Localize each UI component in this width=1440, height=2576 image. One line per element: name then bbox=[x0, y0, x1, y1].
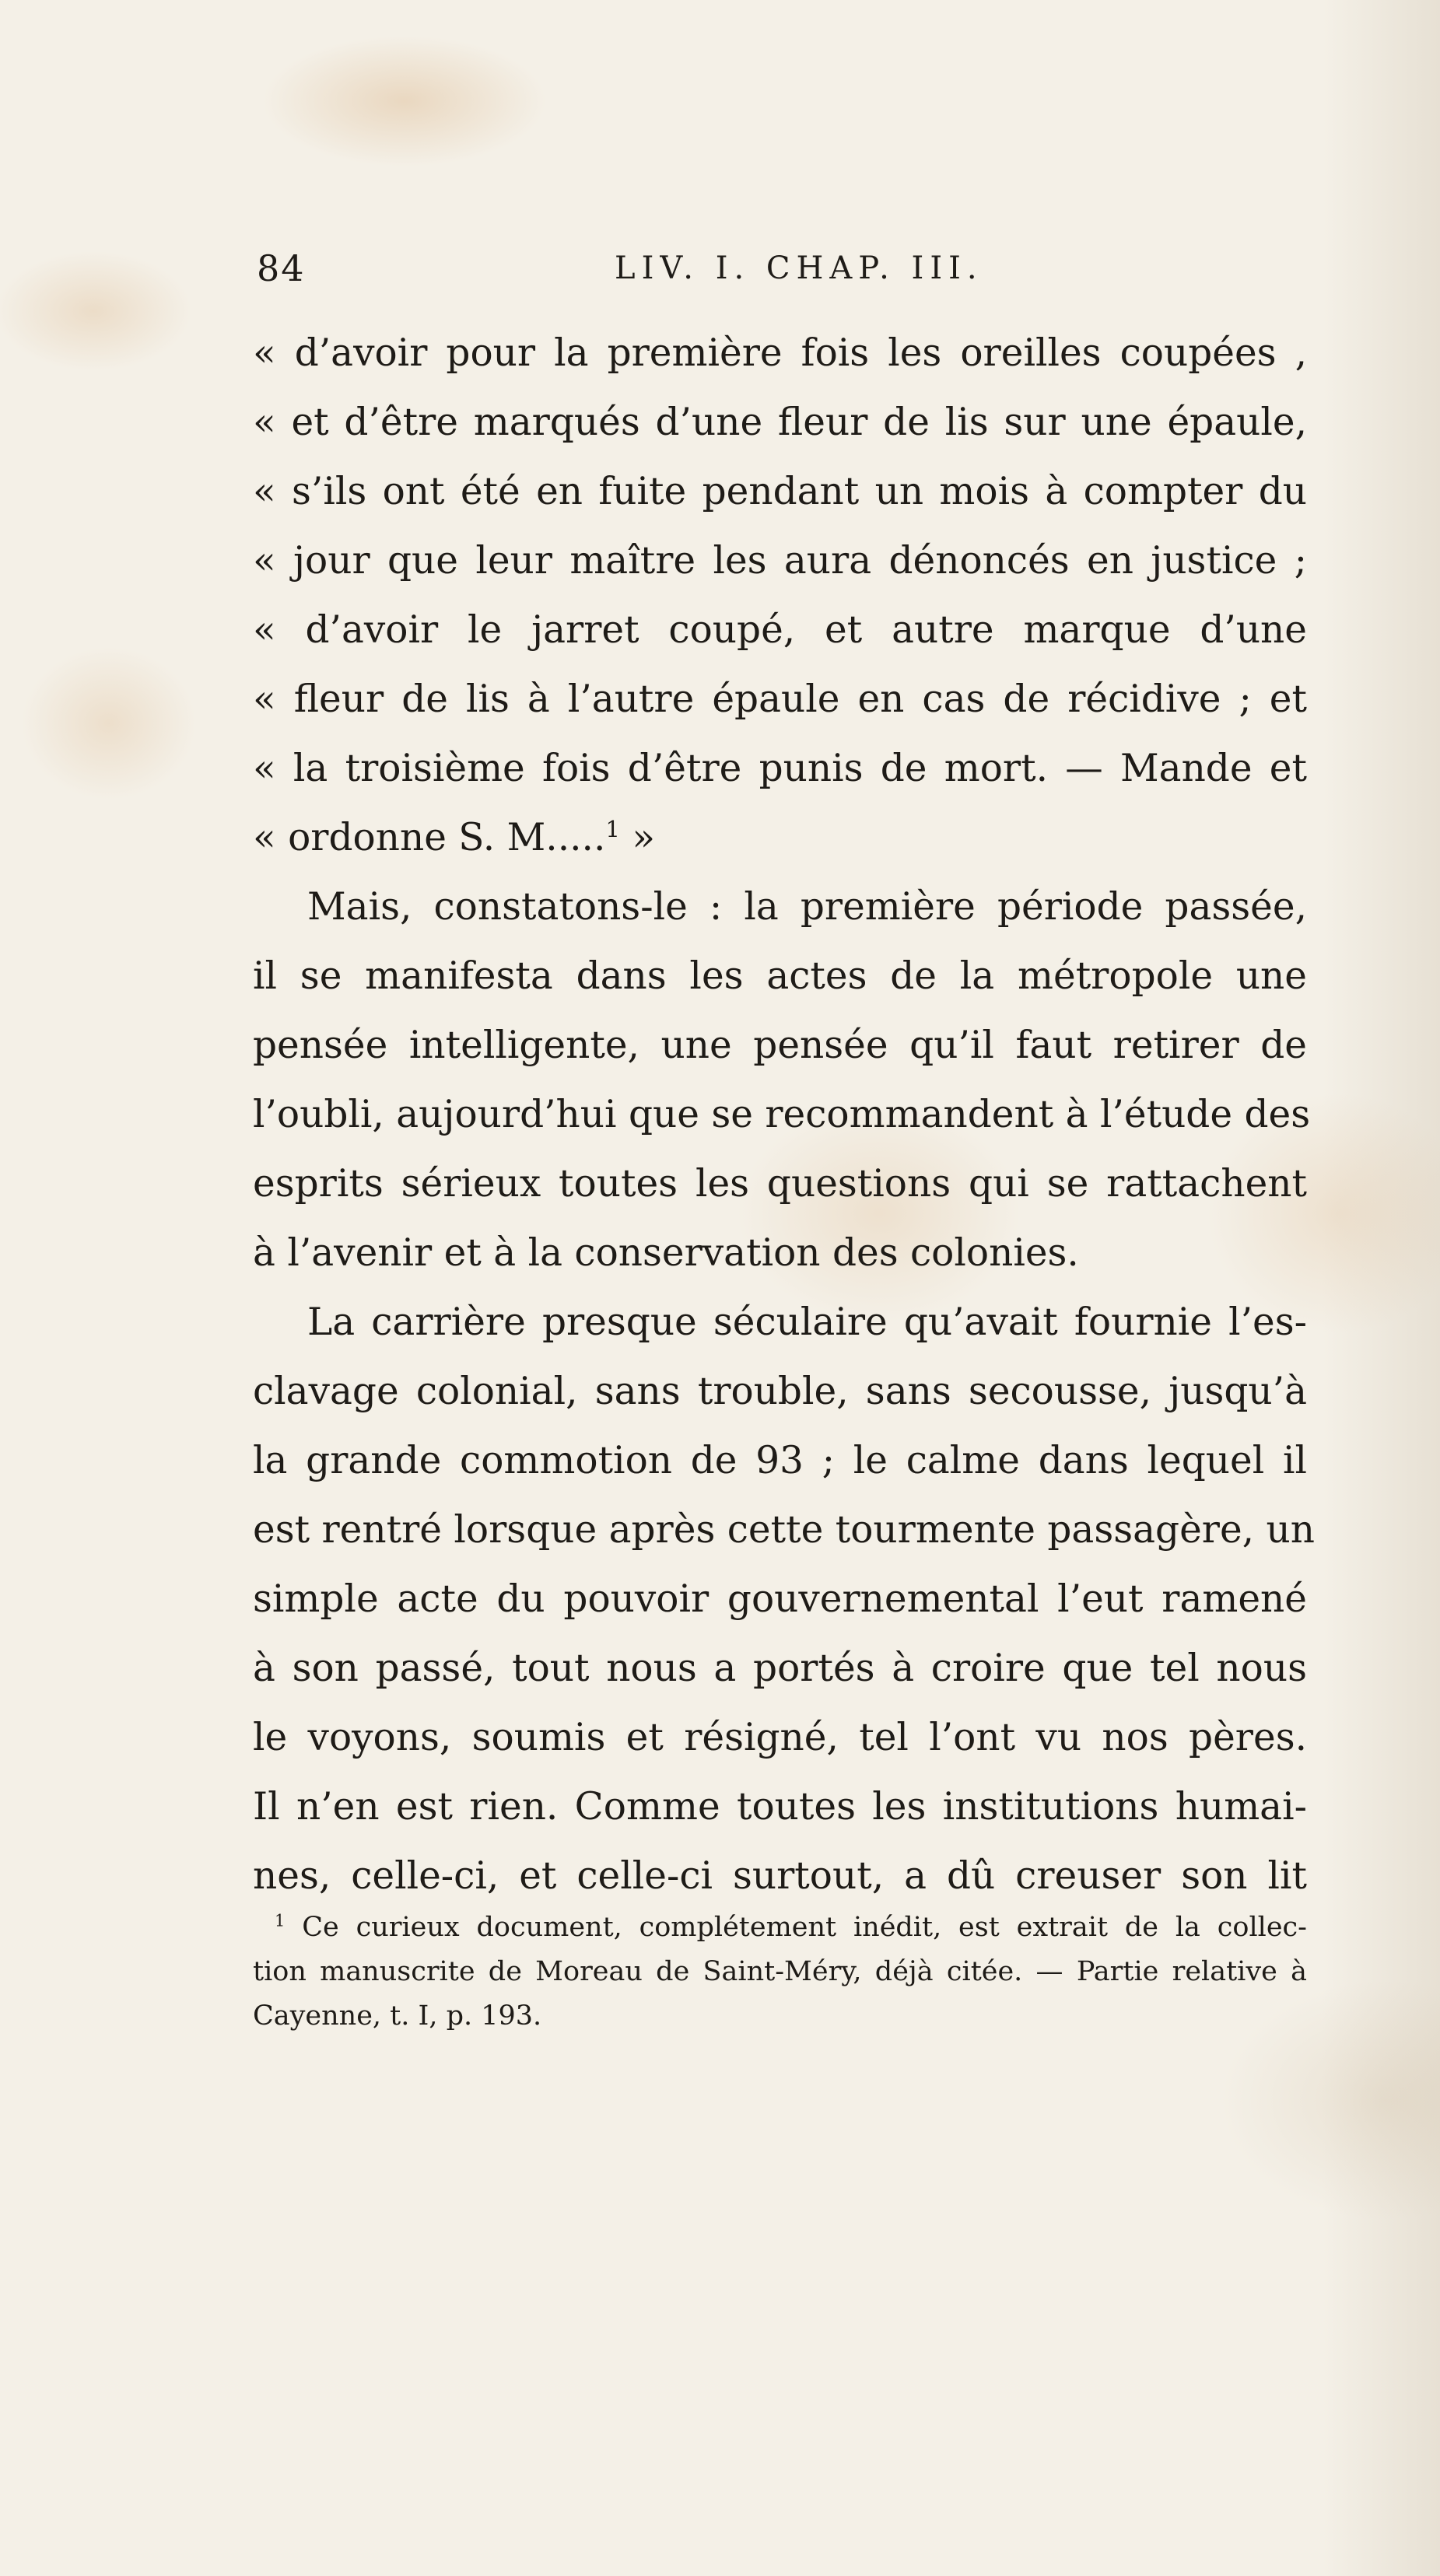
text-line: le voyons, soumis et résigné, tel l’ont vu nos pères. bbox=[253, 1716, 1307, 1759]
text-line: « jour que leur maître les aura dénoncés en justice ; bbox=[253, 539, 1307, 583]
footnote bbox=[253, 1906, 1307, 2039]
text-line: Il n’en est rien. Comme toutes les institutions humai- bbox=[253, 1785, 1307, 1829]
text-line: l’oubli, aujourd’hui que se recommandent à l’étude des bbox=[253, 1093, 1311, 1136]
closing-guillemet: » bbox=[632, 816, 656, 859]
body-text bbox=[253, 319, 1315, 1911]
text-line-paragraph-end: à l’avenir et à la conservation des colonies. bbox=[253, 1231, 1079, 1275]
text-line-quote-end bbox=[253, 803, 1307, 873]
footnote-line: tion manuscrite de Moreau de Saint-Méry, déjà citée. — Partie relative à bbox=[253, 1956, 1307, 1987]
text-line: il se manifesta dans les actes de la métropole une bbox=[253, 954, 1307, 998]
page-header bbox=[257, 247, 1268, 294]
text-line-paragraph-start: La carrière presque séculaire qu’avait fournie l’es- bbox=[307, 1300, 1307, 1344]
text-line: « la troisième fois d’être punis de mort. — Mande et bbox=[253, 747, 1307, 790]
quote-end-text: « ordonne S. M..... bbox=[253, 816, 606, 859]
text-line: « fleur de lis à l’autre épaule en cas de récidive ; et bbox=[253, 677, 1307, 721]
text-line: clavage colonial, sans trouble, sans secousse, jusqu’à bbox=[253, 1370, 1307, 1413]
text-line: pensée intelligente, une pensée qu’il faut retirer de bbox=[253, 1024, 1307, 1067]
text-line: « d’avoir le jarret coupé, et autre marque d’une bbox=[253, 608, 1307, 652]
text-line: la grande commotion de 93 ; le calme dans lequel il bbox=[253, 1439, 1307, 1482]
text-line: est rentré lorsque après cette tourmente passagère, un bbox=[253, 1508, 1315, 1552]
page-number: 84 bbox=[257, 247, 306, 289]
text-line: « et d’être marqués d’une fleur de lis sur une épaule, bbox=[253, 401, 1307, 444]
footnote-line: Cayenne, t. I, p. 193. bbox=[253, 2000, 542, 2032]
text-line: « d’avoir pour la première fois les oreilles coupées , bbox=[253, 331, 1307, 375]
footnote-line bbox=[253, 1906, 1307, 1950]
footnote-reference: 1 bbox=[605, 815, 620, 842]
text-line-paragraph-start: Mais, constatons-le : la première période passée, bbox=[307, 885, 1307, 929]
text-line: « s’ils ont été en fuite pendant un mois à compter du bbox=[253, 470, 1307, 513]
text-line: esprits sérieux toutes les questions qui se rattachent bbox=[253, 1162, 1307, 1206]
footnote-text: Ce curieux document, complétement inédit, est extrait de la collec- bbox=[302, 1912, 1307, 1943]
text-line: simple acte du pouvoir gouvernemental l’eut ramené bbox=[253, 1577, 1307, 1621]
running-head: LIV. I. CHAP. III. bbox=[615, 250, 983, 286]
footnote-marker: 1 bbox=[275, 1911, 286, 1930]
text-line: à son passé, tout nous a portés à croire que tel nous bbox=[253, 1647, 1307, 1690]
text-line: nes, celle-ci, et celle-ci surtout, a dû creuser son lit bbox=[253, 1854, 1307, 1898]
